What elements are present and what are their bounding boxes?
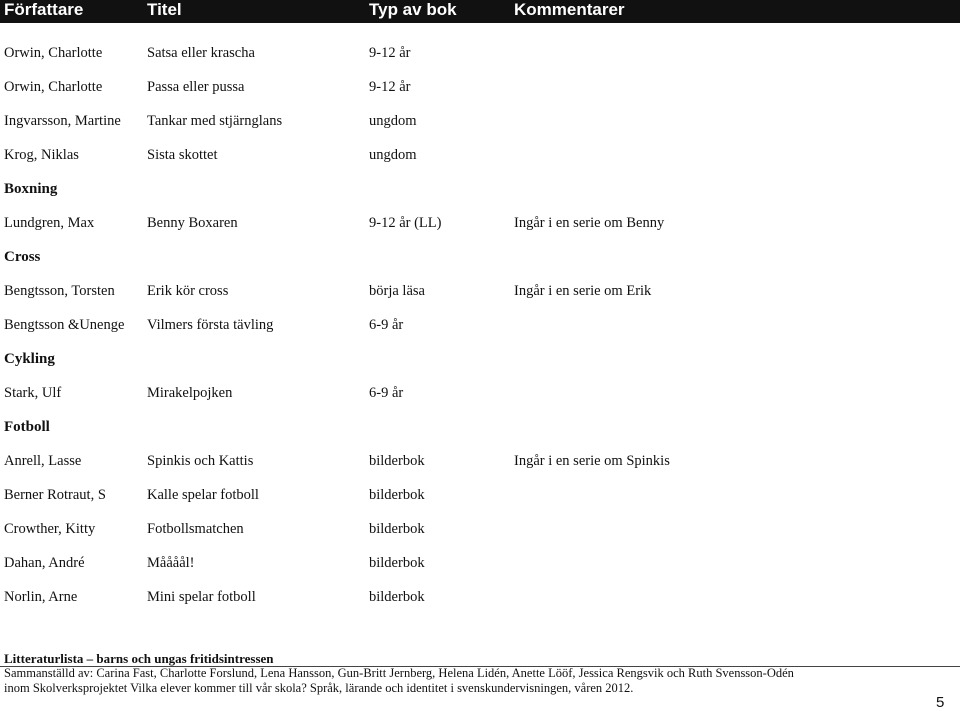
author-cell: Ingvarsson, Martine [4,113,121,129]
title-cell: Passa eller pussa [147,79,245,95]
comment-cell: Ingår i en serie om Benny [514,215,665,231]
header-author: Författare [4,0,84,19]
title-cell: Erik kör cross [147,283,229,299]
type-cell: bilderbok [369,555,425,571]
title-cell: Mini spelar fotboll [147,589,256,605]
type-cell: 6-9 år [369,317,404,333]
category-heading: Fotboll [4,419,50,435]
type-cell: ungdom [369,147,417,163]
table-row [0,485,960,505]
table-row [0,451,960,471]
title-cell: Spinkis och Kattis [147,453,254,469]
author-cell: Bengtsson, Torsten [4,283,115,299]
author-cell: Norlin, Arne [4,589,78,605]
header-title: Titel [147,0,182,19]
type-cell: 6-9 år [369,385,404,401]
table-row [0,43,960,63]
author-cell: Stark, Ulf [4,385,62,401]
type-cell: 9-12 år [369,45,411,61]
table-row [0,315,960,335]
table-row [0,519,960,539]
footer-project: inom Skolverksprojektet Vilka elever kommer till vår skola? Språk, lärande och identitet i svenskundervisningen, våren 2012. [4,681,634,695]
title-cell: Satsa eller krascha [147,45,255,61]
header-comments: Kommentarer [514,0,625,19]
category-heading: Cross [4,249,41,265]
table-row [0,145,960,165]
type-cell: bilderbok [369,487,425,503]
type-cell: bilderbok [369,453,425,469]
table-row [0,383,960,403]
table-row [0,213,960,233]
table-row [0,281,960,301]
table-row [0,111,960,131]
author-cell: Bengtsson &Unenge [4,317,125,333]
footer-title: Litteraturlista – barns och ungas fritidsintressen [4,651,274,666]
category-heading: Boxning [4,181,58,197]
author-cell: Dahan, André [4,555,85,571]
title-cell: Sista skottet [147,147,218,163]
table-row [0,77,960,97]
footer-credits: Sammanställd av: Carina Fast, Charlotte Forslund, Lena Hansson, Gun-Britt Jernberg, Helena Lidén, Anette Lööf, Jessica Rengsvik och Ruth Svensson-Odén [4,666,794,680]
title-cell: Fotbollsmatchen [147,521,244,537]
author-cell: Crowther, Kitty [4,521,96,537]
type-cell: börja läsa [369,283,425,299]
header-type: Typ av bok [369,0,457,19]
title-cell: Benny Boxaren [147,215,238,231]
comment-cell: Ingår i en serie om Erik [514,283,652,299]
author-cell: Anrell, Lasse [4,453,82,469]
title-cell: Vilmers första tävling [147,317,274,333]
title-cell: Mirakelpojken [147,385,233,401]
author-cell: Krog, Niklas [4,147,79,163]
table-header [0,0,960,23]
type-cell: ungdom [369,113,417,129]
category-heading: Cykling [4,351,55,367]
type-cell: 9-12 år (LL) [369,215,442,231]
type-cell: bilderbok [369,589,425,605]
author-cell: Orwin, Charlotte [4,45,103,61]
table-row [0,587,960,607]
title-cell: Tankar med stjärnglans [147,113,283,129]
author-cell: Lundgren, Max [4,215,95,231]
title-cell: Kalle spelar fotboll [147,487,259,503]
author-cell: Berner Rotraut, S [4,487,106,503]
type-cell: 9-12 år [369,79,411,95]
author-cell: Orwin, Charlotte [4,79,103,95]
comment-cell: Ingår i en serie om Spinkis [514,453,670,469]
page-number: 5 [936,694,945,711]
table-row [0,553,960,573]
title-cell: Måååål! [147,555,195,571]
type-cell: bilderbok [369,521,425,537]
